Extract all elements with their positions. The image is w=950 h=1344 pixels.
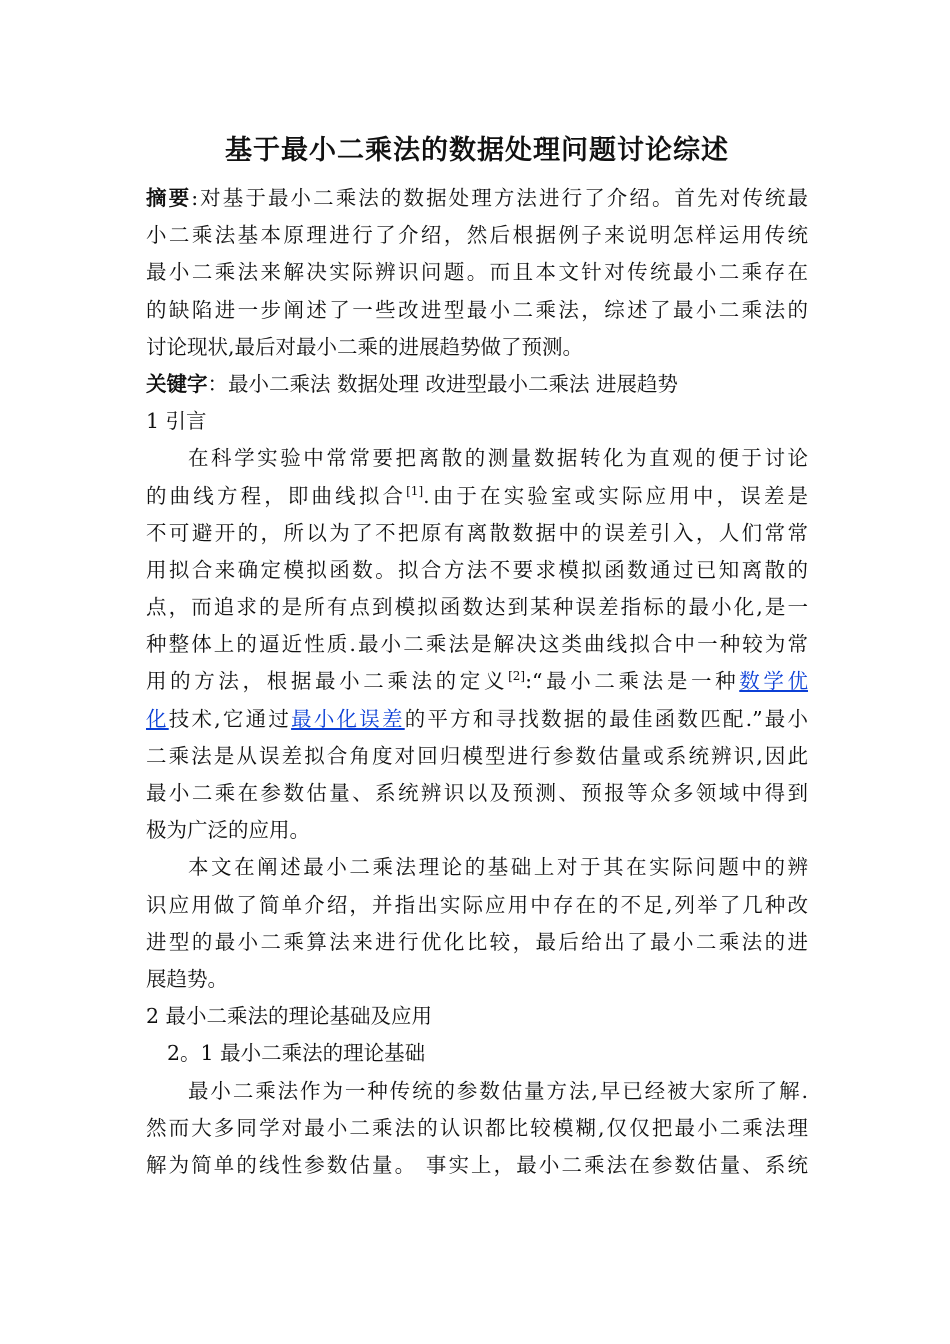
subsection-heading: 2。1 最小二乘法的理论基础 [167,1041,426,1066]
paragraph-line: 不可避开的，所以为了不把原有离散数据中的误差引入，人们常常 [146,520,808,545]
section-heading: 1 引言 [146,409,207,434]
abstract-line: 小二乘法基本原理进行了介绍，然后根据例子来说明怎样运用传统 [146,223,808,248]
link-minimize-error[interactable]: 最小化误差 [291,706,405,731]
paragraph-line: 的曲线方程，即曲线拟合[1].由于在实验室或实际应用中，误差是 [146,483,809,508]
citation-ref: [1] [406,483,424,498]
link-math-optimization-cont[interactable]: 化 [146,706,169,731]
paragraph-line: 识应用做了简单介绍，并指出实际应用中存在的不足,列举了几种改 [146,892,808,917]
paragraph-line: 展趋势。 [146,966,228,991]
paragraph-line: 二乘法是从误差拟合角度对回归模型进行参数估量或系统辨识,因此 [146,743,808,768]
citation-ref: [2] [508,669,526,684]
paragraph-line: 极为广泛的应用。 [146,818,310,843]
document-title: 基于最小二乘法的数据处理问题讨论综述 [225,135,729,166]
paragraph-line: 进型的最小二乘算法来进行优化比较，最后给出了最小二乘法的进 [146,929,808,954]
paragraph-line: 种整体上的逼近性质.最小二乘法是解决这类曲线拟合中一种较为常 [146,632,808,657]
abstract-label: 摘要 [146,186,192,210]
paragraph-line: 解为简单的线性参数估量。 事实上，最小二乘法在参数估量、系统 [146,1152,808,1177]
abstract-line: 摘要:对基于最小二乘法的数据处理方法进行了介绍。首先对传统最 [146,186,809,210]
paragraph-line: 点，而追求的是所有点到模拟函数达到某种误差指标的最小化,是一 [146,595,808,620]
paragraph-line: 用的方法，根据最小二乘法的定义[2]:“最小二乘法是一种数学优 [146,669,809,694]
paragraph-line: 最小二乘法作为一种传统的参数估量方法,早已经被大家所了解. [188,1078,808,1103]
paragraph-line: 最小二乘在参数估量、系统辨识以及预测、预报等众多领域中得到 [146,781,808,805]
abstract-line: 讨论现状,最后对最小二乘的进展趋势做了预测。 [146,334,584,359]
keywords-label: 关键字 [146,371,208,396]
keywords-line: 关键字：最小二乘法 数据处理 改进型最小二乘法 进展趋势 [146,371,679,396]
paragraph-line: 用拟合来确定模拟函数。拟合方法不要求模拟函数通过已知离散的 [146,557,808,582]
section-heading: 2 最小二乘法的理论基础及应用 [146,1004,433,1029]
abstract-line: 最小二乘法来解决实际辨识问题。而且本文针对传统最小二乘存在 [146,260,808,285]
document-body [146,180,808,1184]
paragraph-line: 在科学实验中常常要把离散的测量数据转化为直观的便于讨论 [188,446,808,471]
link-math-optimization[interactable]: 数学优 [739,669,809,694]
paragraph-line: 然而大多同学对最小二乘法的认识都比较模糊,仅仅把最小二乘法理 [146,1115,808,1140]
paragraph-line: 本文在阐述最小二乘法理论的基础上对于其在实际问题中的辨 [188,855,808,880]
paragraph-line: 化技术,它通过最小化误差的平方和寻找数据的最佳函数匹配.”最小 [146,706,809,731]
abstract-line: 的缺陷进一步阐述了一些改进型最小二乘法，综述了最小二乘法的 [146,297,808,322]
